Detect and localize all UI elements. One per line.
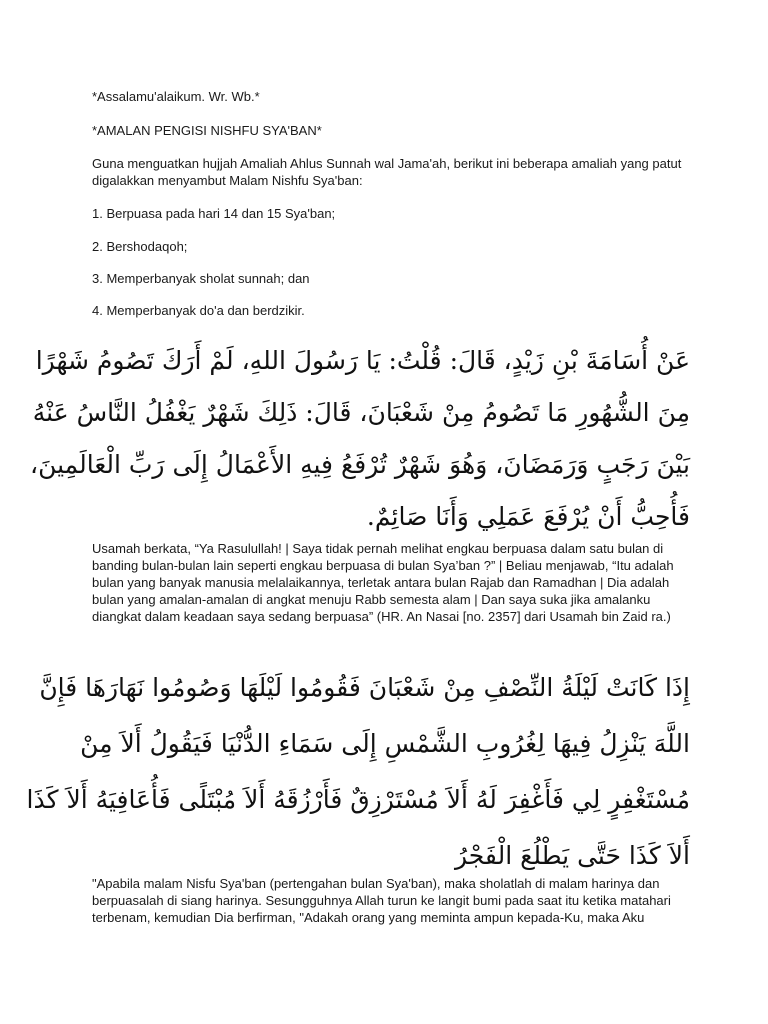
intro-paragraph: Guna menguatkan hujjah Amaliah Ahlus Sunnah wal Jama'ah, berikut ini beberapa amaliah yang patut digalakkan menyambut Malam Nishfu Sya'ban:	[92, 156, 682, 188]
hadith-2-arabic	[26, 660, 690, 884]
hadith-1-line-3: بَيْنَ رَجَبٍ وَرَمَضَانَ، وَهُوَ شَهْرٌ تُرْفَعُ فِيهِ الأَعْمَالُ إِلَى رَبِّ الْعَالَمِينَ،	[30, 450, 690, 479]
hadith-1-translation: Usamah berkata, “Ya Rasulullah! | Saya tidak pernah melihat engkau berpuasa dalam satu bulan di banding bulan-bulan lain seperti engkau berpuasa di bulan Sya’ban ?” | Beliau menjawab, “Itu adalah bulan yang banyak manusia melalaikannya, terletak antara bulan Rajab dan Ramadhan | Dia adalah bulan yang amalan-amalan di angkat menuju Rabb semesta alam | Dan saya suka jika amalanku diangkat dalam keadaan saya sedang berpuasa” (HR. An Nasai [no. 2357] dari Usamah bin Zaid ra.)	[92, 541, 674, 624]
document-title: *AMALAN PENGISI NISHFU SYA'BAN*	[92, 123, 322, 138]
greeting-text: *Assalamu'alaikum. Wr. Wb.*	[92, 89, 260, 104]
hadith-1-arabic	[30, 335, 690, 543]
hadith-2-line-2: اللَّهَ يَنْزِلُ فِيهَا لِغُرُوبِ الشَّمْسِ إِلَى سَمَاءِ الدُّنْيَا فَيَقُولُ أَلاَ مِنْ	[80, 729, 690, 758]
hadith-1-line-4: فَأُحِبُّ أَنْ يُرْفَعَ عَمَلِي وَأَنَا صَائِمٌ.	[366, 502, 690, 531]
hadith-2-line-1: إِذَا كَانَتْ لَيْلَةُ النِّصْفِ مِنْ شَعْبَانَ فَقُومُوا لَيْلَهَا وَصُومُوا نَهَارَهَا فَإِنَّ	[39, 673, 690, 702]
list-item-3: 3. Memperbanyak sholat sunnah; dan	[92, 271, 310, 286]
list-item-2: 2. Bershodaqoh;	[92, 239, 188, 254]
list-item-4: 4. Memperbanyak do'a dan berdzikir.	[92, 303, 305, 318]
hadith-1-line-2: مِنَ الشُّهُورِ مَا تَصُومُ مِنْ شَعْبَانَ، قَالَ: ذَلِكَ شَهْرٌ يَغْفُلُ النَّاسُ عَنْهُ	[32, 398, 690, 427]
hadith-2-translation: "Apabila malam Nisfu Sya'ban (pertengahan bulan Sya'ban), maka sholatlah di malam harinya dan berpuasalah di siang harinya. Sesungguhnya Allah turun ke langit bumi pada saat itu ketika matahari terbenam, kemudian Dia berfirman, "Adakah orang yang meminta ampun kepada-Ku, maka Aku	[92, 876, 671, 925]
hadith-2-line-3: مُسْتَغْفِرٍ لِي فَأَغْفِرَ لَهُ أَلاَ مُسْتَرْزِقٌ فَأَرْزُقَهُ أَلاَ مُبْتَلًى فَأُعَافِيَهُ أَلاَ كَذَا	[26, 785, 690, 814]
list-item-1: 1. Berpuasa pada hari 14 dan 15 Sya'ban;	[92, 206, 336, 221]
hadith-2-line-4: أَلاَ كَذَا حَتَّى يَطْلُعَ الْفَجْرُ	[455, 841, 690, 870]
hadith-1-line-1: عَنْ أُسَامَةَ بْنِ زَيْدٍ، قَالَ: قُلْتُ: يَا رَسُولَ اللهِ، لَمْ أَرَكَ تَصُومُ شَهْرًا	[35, 346, 690, 375]
